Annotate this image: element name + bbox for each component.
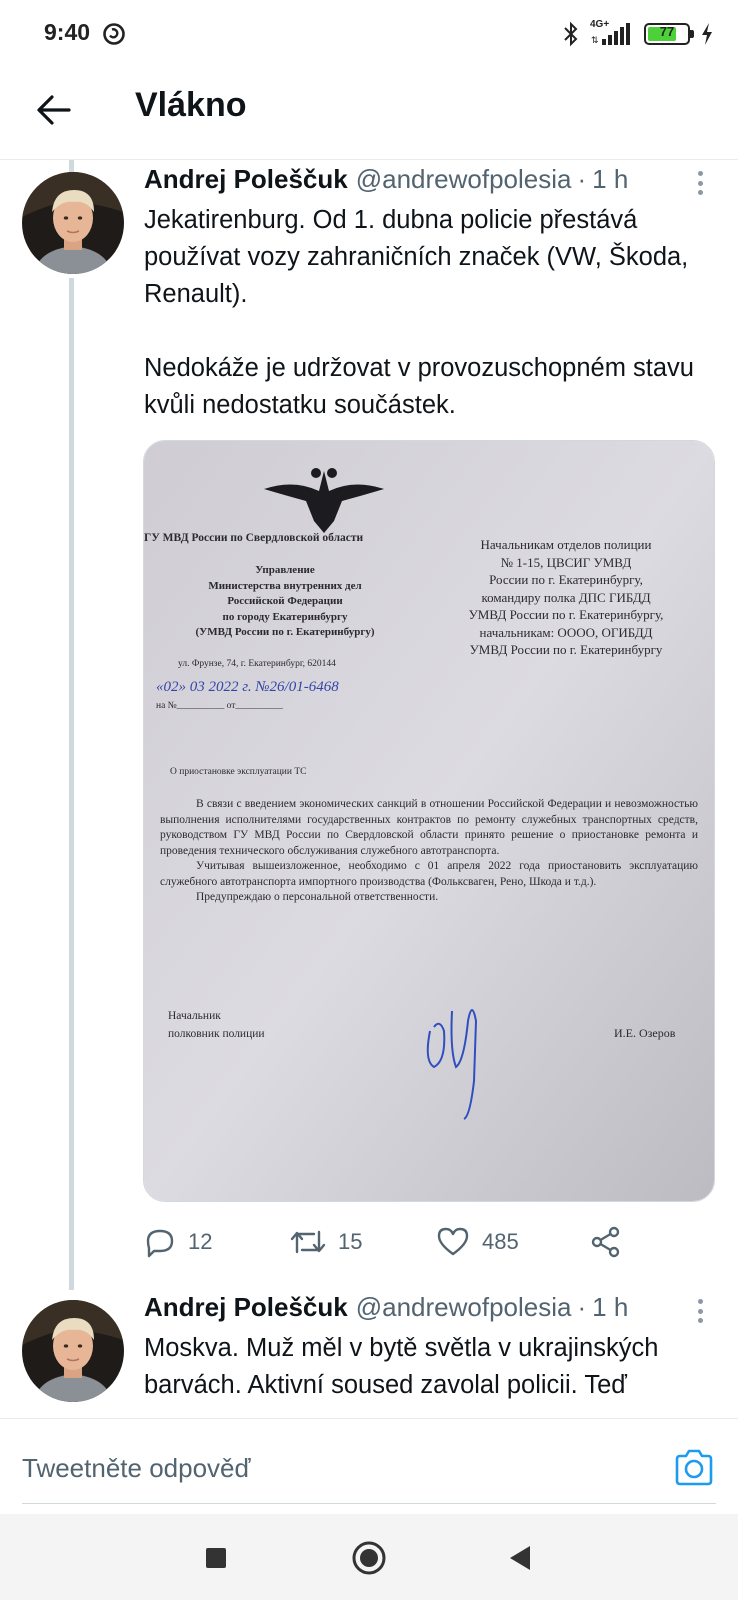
more-options-icon[interactable]	[690, 168, 710, 198]
home-circle-icon	[351, 1540, 387, 1576]
tweet-header	[144, 1292, 628, 1328]
bluetooth-icon	[562, 21, 580, 47]
svg-text:⇅: ⇅	[591, 35, 599, 45]
page-title: Vlákno	[135, 86, 247, 124]
reply-button[interactable]	[144, 1222, 212, 1262]
battery-icon	[644, 23, 690, 45]
network-type: 4G+	[590, 19, 610, 30]
tweet-text	[144, 1330, 714, 1404]
status-icons	[562, 20, 714, 48]
tweet-time[interactable]: 1 h	[592, 1292, 629, 1322]
retweet-button[interactable]	[290, 1222, 362, 1262]
doc-ref: на №__________ от__________	[156, 701, 283, 711]
app-header	[0, 68, 738, 160]
signal-icon	[590, 21, 634, 47]
status-time: 9:40	[44, 19, 91, 45]
tweet-paragraph: Jekatirenburg. Od 1. dubna policie přestává používat vozy zahraničních značek (VW, Škoda, Renault).	[144, 206, 696, 308]
status-bar	[0, 0, 738, 68]
reply-icon	[144, 1226, 176, 1258]
do-not-disturb-icon	[102, 22, 126, 46]
signature	[420, 991, 500, 1131]
like-count: 485	[482, 1229, 519, 1254]
square-icon	[205, 1547, 227, 1569]
tweet-paragraph: Moskva. Muž měl v bytě světla v ukrajinských barvách. Aktivní soused zavolal policii. Teď	[144, 1334, 666, 1399]
document-text	[144, 441, 714, 1201]
camera-icon[interactable]	[673, 1447, 715, 1489]
doc-address: ул. Фрунзе, 74, г. Екатеринбург, 620144	[178, 659, 336, 669]
reply-count: 12	[188, 1229, 213, 1254]
thread-line	[69, 160, 74, 172]
tweet-header	[144, 164, 628, 200]
author-handle[interactable]: @andrewofpolesia	[355, 1292, 572, 1322]
charging-icon	[700, 22, 714, 46]
author-name[interactable]: Andrej Poleščuk	[144, 164, 348, 194]
reply-compose-bar	[0, 1418, 738, 1514]
share-button[interactable]	[590, 1222, 622, 1262]
separator: ·	[577, 1292, 587, 1322]
tweet-paragraph: Nedokáže je udržovat v provozuschopném stavu kvůli nedostatku součástek.	[144, 354, 702, 419]
more-options-icon[interactable]	[690, 1296, 710, 1326]
home-button[interactable]	[349, 1538, 389, 1578]
separator: ·	[577, 164, 587, 194]
doc-signer-title: Начальник полковник полиции	[168, 1010, 265, 1040]
heart-icon	[436, 1226, 470, 1258]
retweet-count: 15	[338, 1229, 363, 1254]
doc-org-block: Управление Министерства внутренних дел Российской Федерации по городу Екатеринбургу (УМВД России по г. Екатеринбургу)	[195, 564, 375, 638]
divider	[22, 1503, 716, 1504]
author-handle[interactable]: @andrewofpolesia	[355, 164, 572, 194]
tweet-text	[144, 202, 714, 424]
doc-subject: О приостановке эксплуатации ТС	[170, 767, 307, 777]
share-icon	[590, 1226, 622, 1258]
tweet-time[interactable]: 1 h	[592, 164, 629, 194]
retweet-icon	[290, 1226, 326, 1258]
doc-signer-name: И.Е. Озеров	[614, 1026, 676, 1040]
back-nav-button[interactable]	[500, 1538, 540, 1578]
doc-date: «02» 03 2022 г. №26/01-6468	[156, 679, 339, 695]
avatar[interactable]	[22, 1300, 124, 1402]
tweet-image[interactable]	[143, 440, 715, 1202]
triangle-back-icon	[508, 1545, 532, 1571]
thread-line	[69, 278, 74, 1290]
doc-addressee: Начальникам отделов полиции № 1-15, ЦВСИГ УМВД России по г. Екатеринбургу, командиру полка ДПС ГИБДД УМВД России по г. Екатеринбургу, начальникам: ОООО, ОГИБДД УМВД России по г. Екатеринбургу	[468, 537, 664, 657]
doc-body: В связи с введением экономических санкций в отношении Российской Федерации и невозможностью выполнения исполнителями государственных контрактов по ремонту служебных транспортных средств, руководством ГУ МВД России по Свердловской области принято решение о приостановке ремонта и проведения технического обслуживания служебного автотранспорта. Учитывая вышеизложенное, необходимо с 01 апреля 2022 года приостановить эксплуатацию служебного автотранспорта импортного производства (Фольксваген, Рено, Шкода и т.д.). Предупреждаю о персональной ответственности.	[160, 798, 698, 903]
avatar[interactable]	[22, 172, 124, 274]
like-button[interactable]	[436, 1222, 519, 1262]
reply-input[interactable]: Tweetněte odpověď	[22, 1453, 251, 1483]
tweet-actions	[144, 1222, 664, 1262]
back-button[interactable]	[32, 88, 76, 132]
doc-org: ГУ МВД России по Свердловской области	[144, 532, 364, 544]
arrow-left-icon	[37, 95, 71, 125]
author-name[interactable]: Andrej Poleščuk	[144, 1292, 348, 1322]
recents-button[interactable]	[196, 1538, 236, 1578]
system-nav-bar	[0, 1514, 738, 1600]
battery-level: 77	[659, 24, 675, 39]
